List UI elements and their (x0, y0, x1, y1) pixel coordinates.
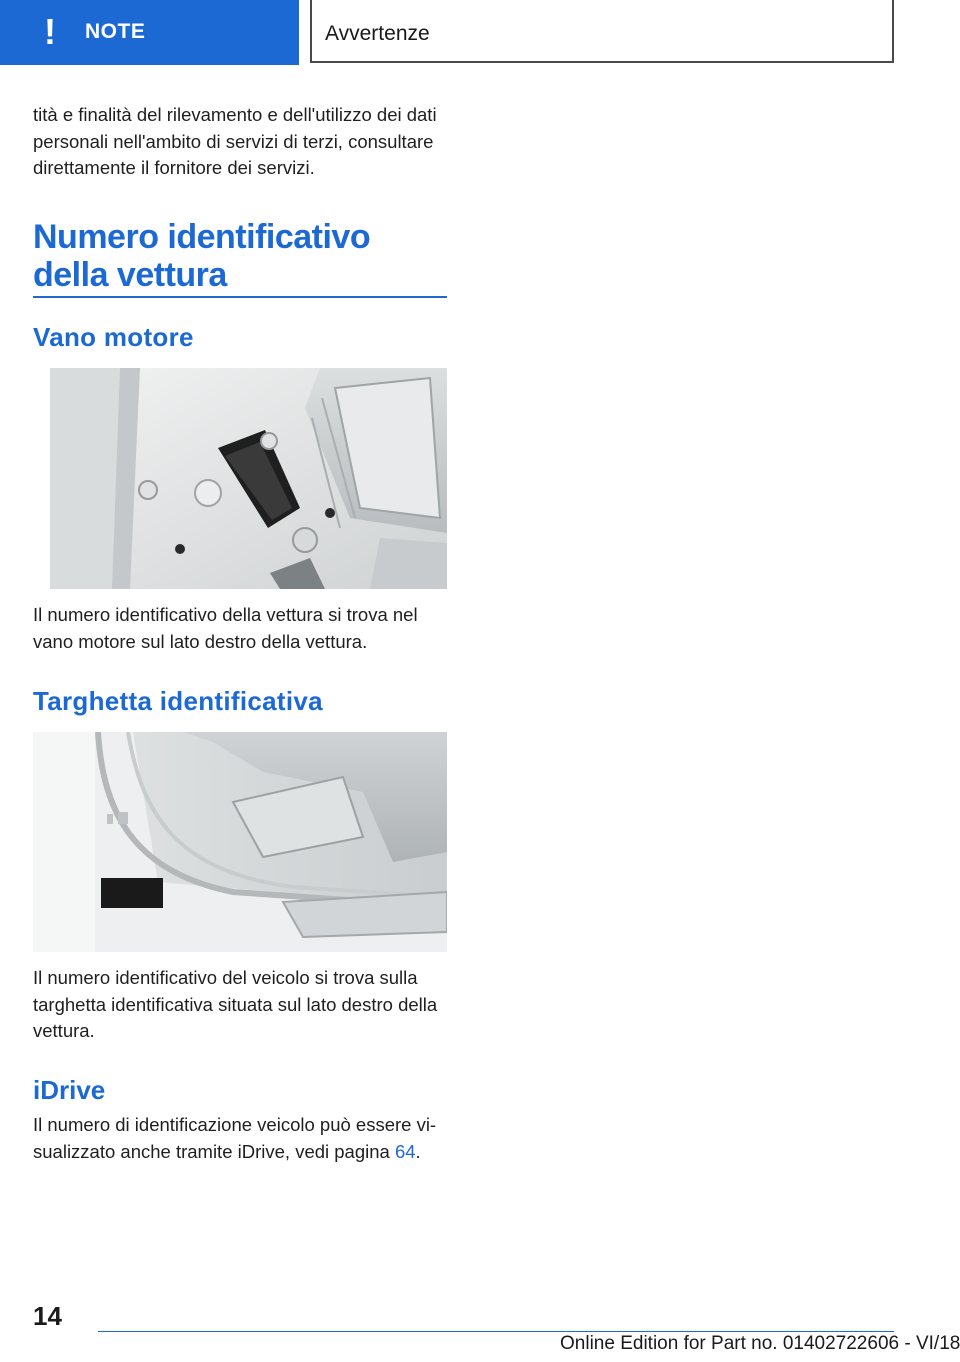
section-heading-targhetta: Targhetta identificativa (33, 686, 323, 716)
section-heading-idrive: iDrive (33, 1075, 106, 1105)
warning-icon: ! (44, 11, 56, 52)
idrive-text-end: . (415, 1140, 421, 1162)
title-divider (33, 296, 447, 298)
section-title: Avvertenze (325, 22, 430, 45)
section-body-vano-motore: Il numero identificativo della vettura si trova nel vano motore sul lato destro della vettura. (33, 604, 418, 652)
header-tab (0, 0, 299, 65)
footer-edition: Online Edition for Part no. 01402722606 - VI/18 (560, 1333, 960, 1354)
section-body-targhetta: Il numero identificativo del veicolo si trova sulla targhetta identificativa situata sul lato destro della vettura. (33, 967, 438, 1041)
page-number: 14 (33, 1301, 62, 1331)
door-sill-photo (33, 732, 447, 952)
page-title: Numero identificativo della vettura (33, 218, 371, 294)
section-body-idrive (33, 1112, 453, 1165)
page-link-64[interactable]: 64 (394, 1140, 416, 1162)
footer-divider (98, 1331, 894, 1332)
intro-paragraph: tità e finalità del rilevamento e dell'utilizzo dei dati personali nell'ambito di servizi di terzi, consultare direttamente il fornitore dei servizi. (33, 104, 437, 178)
tab-label: NOTE (85, 20, 146, 43)
idrive-text: Il numero di identificazione veicolo può essere vi-sualizzato anche tramite iDrive, vedi pagina (33, 1114, 437, 1162)
engine-bay-photo (50, 368, 447, 589)
section-heading-vano-motore: Vano motore (33, 322, 194, 352)
